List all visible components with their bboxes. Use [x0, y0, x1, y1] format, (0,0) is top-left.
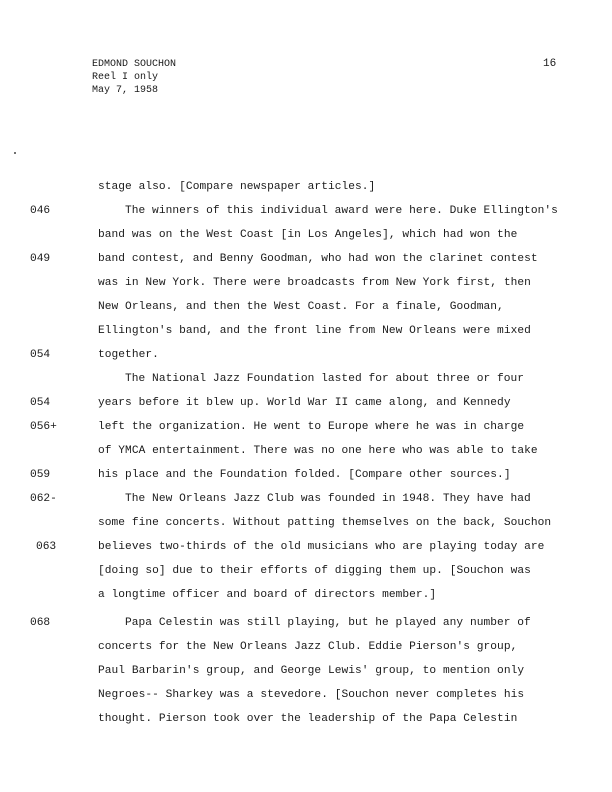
transcript-line: of YMCA entertainment. There was no one here who was able to take — [98, 445, 538, 457]
stray-mark — [14, 152, 16, 154]
interviewee-name: EDMOND SOUCHON — [92, 59, 177, 70]
transcript-line: together. — [98, 349, 159, 361]
transcript-line: concerts for the New Orleans Jazz Club. Eddie Pierson's group, — [98, 641, 518, 653]
tape-counter: 054 — [30, 397, 51, 409]
page-number: 16 — [543, 58, 557, 70]
tape-counter: 062- — [30, 493, 57, 505]
transcript-line: left the organization. He went to Europe where he was in charge — [98, 421, 525, 433]
transcript-line: was in New York. There were broadcasts from New York first, then — [98, 277, 531, 289]
tape-counter: 046 — [30, 205, 51, 217]
transcript-line: band was on the West Coast [in Los Angeles], which had won the — [98, 229, 518, 241]
transcript-line: thought. Pierson took over the leadership of the Papa Celestin — [98, 713, 518, 725]
transcript-line: some fine concerts. Without patting themselves on the back, Souchon — [98, 517, 552, 529]
transcript-line: Paul Barbarin's group, and George Lewis' group, to mention only — [98, 665, 525, 677]
transcript-line: his place and the Foundation folded. [Compare other sources.] — [98, 469, 511, 481]
tape-counter: 059 — [30, 469, 51, 481]
tape-counter: 049 — [30, 253, 51, 265]
transcript-line: The National Jazz Foundation lasted for about three or four — [125, 373, 525, 385]
transcript-line: Papa Celestin was still playing, but he played any number of — [125, 617, 531, 629]
transcript-line: New Orleans, and then the West Coast. For a finale, Goodman, — [98, 301, 504, 313]
transcript-line: [doing so] due to their efforts of digging them up. [Souchon was — [98, 565, 531, 577]
transcript-line: believes two-thirds of the old musicians who are playing today are — [98, 541, 545, 553]
document-header — [92, 58, 176, 97]
tape-counter: 063 — [36, 541, 57, 553]
transcript-line: Negroes-- Sharkey was a stevedore. [Souchon never completes his — [98, 689, 525, 701]
tape-counter: 068 — [30, 617, 51, 629]
tape-counter: 056+ — [30, 421, 57, 433]
transcript-line: Ellington's band, and the front line from New Orleans were mixed — [98, 325, 531, 337]
tape-counter: 054 — [30, 349, 51, 361]
transcript-line: band contest, and Benny Goodman, who had won the clarinet contest — [98, 253, 538, 265]
interview-date: May 7, 1958 — [92, 85, 159, 96]
transcript-line: years before it blew up. World War II came along, and Kennedy — [98, 397, 511, 409]
transcript-line: The winners of this individual award were here. Duke Ellington's — [125, 205, 558, 217]
reel-info: Reel I only — [92, 72, 159, 83]
transcript-line: The New Orleans Jazz Club was founded in 1948. They have had — [125, 493, 531, 505]
transcript-line: stage also. [Compare newspaper articles.] — [98, 181, 376, 193]
transcript-line: a longtime officer and board of directors member.] — [98, 589, 437, 601]
